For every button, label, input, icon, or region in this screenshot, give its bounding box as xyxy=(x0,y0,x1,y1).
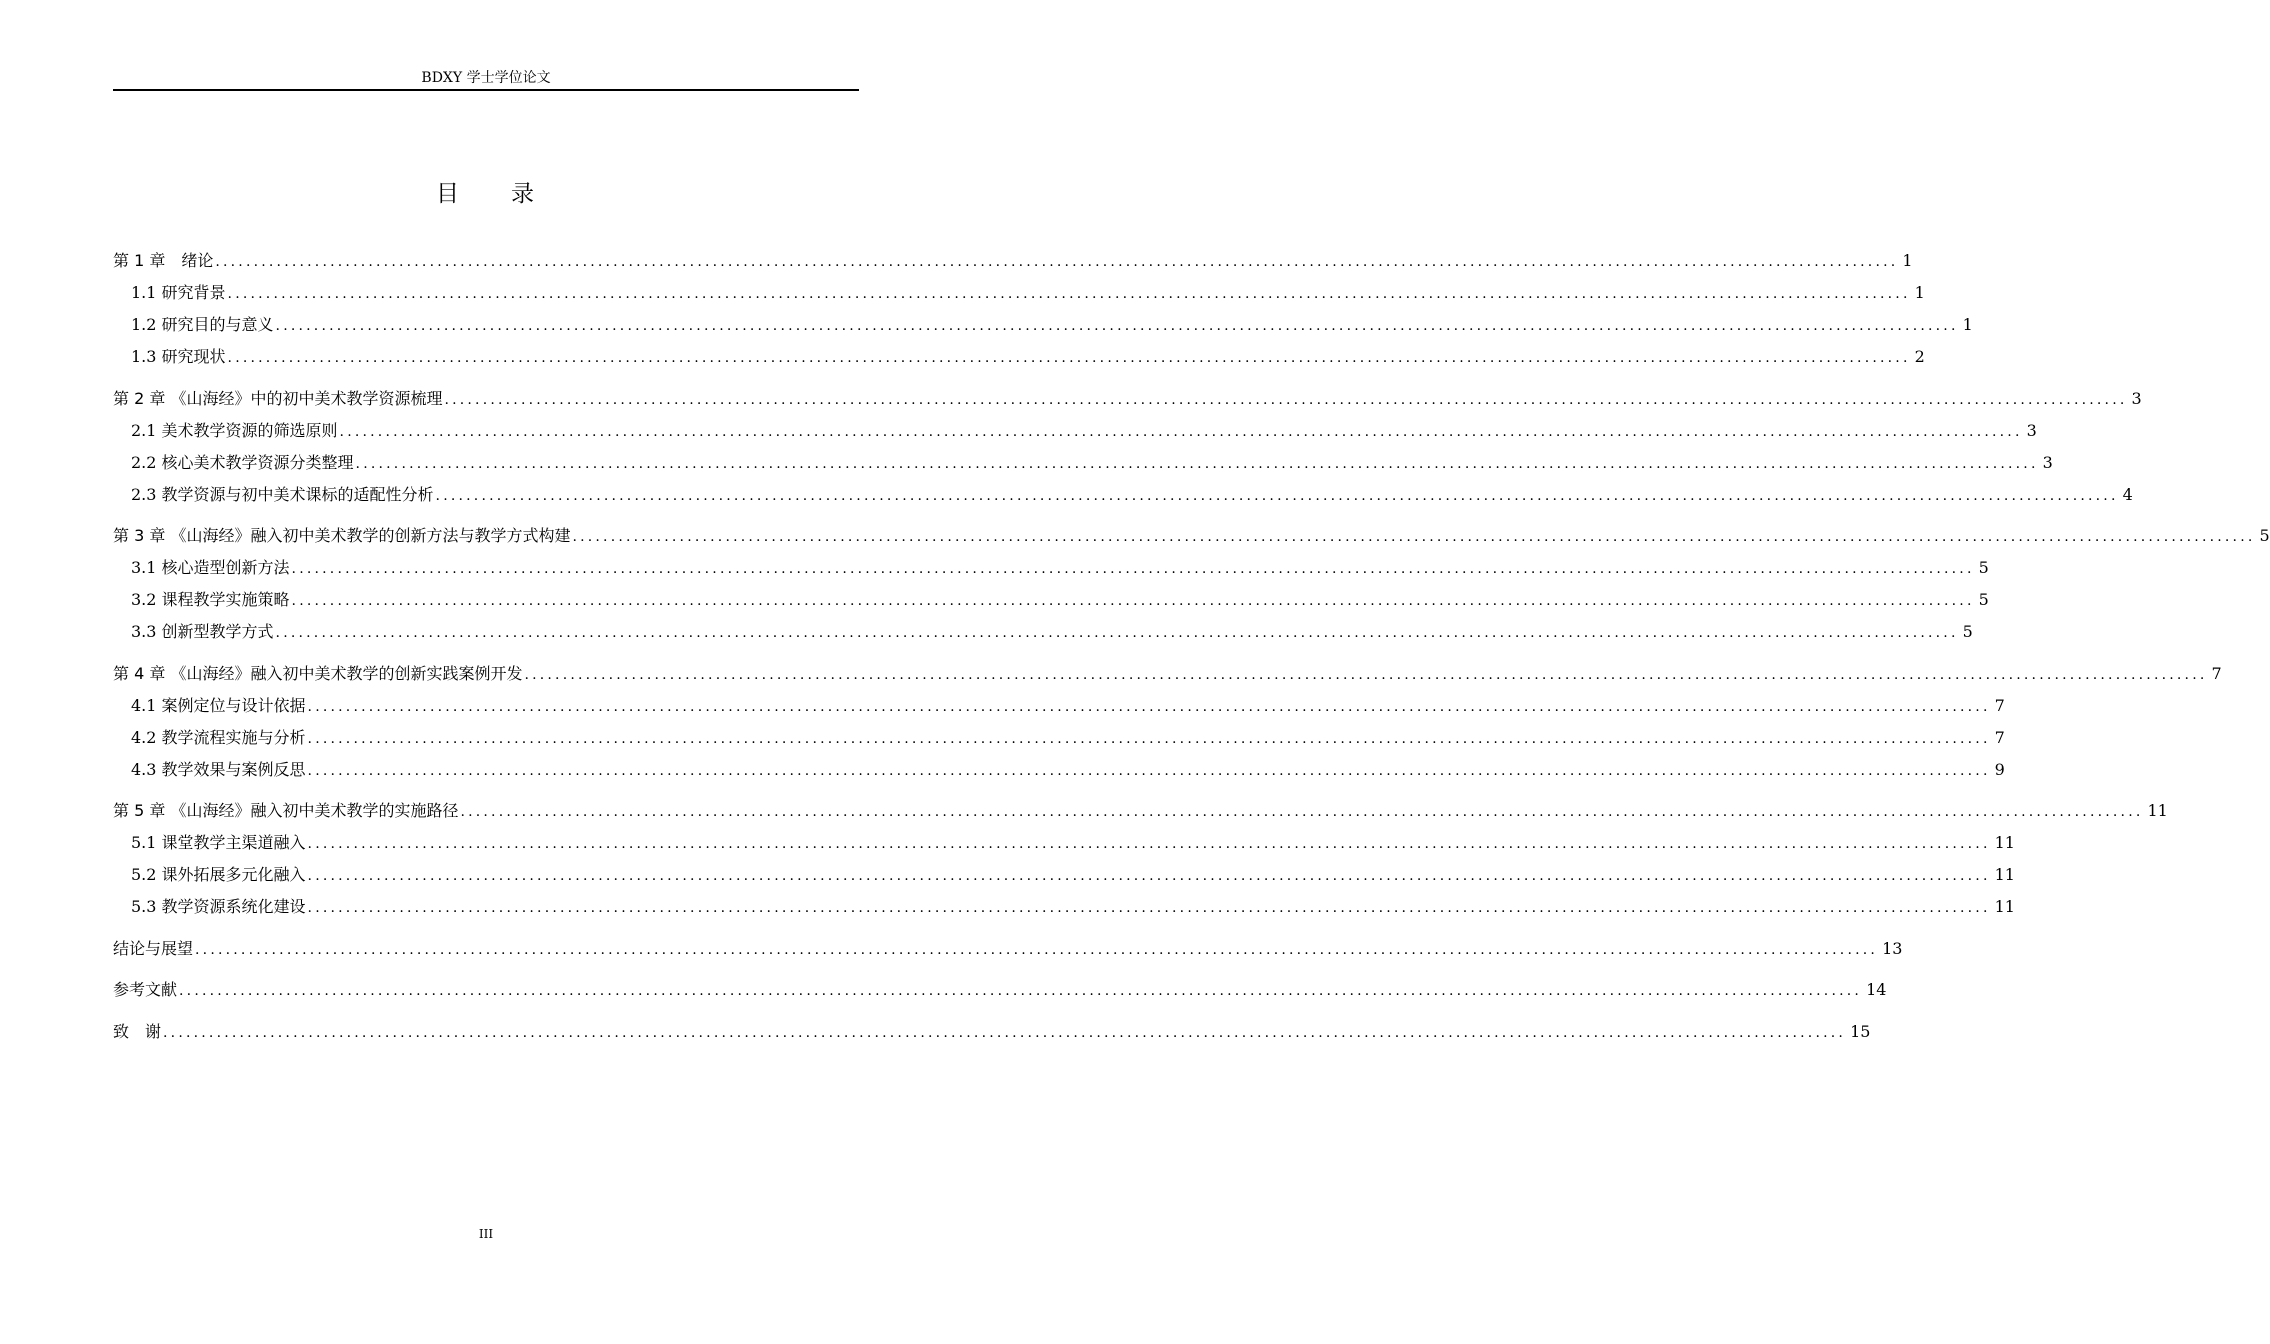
toc-page-number: 3 xyxy=(2131,389,2142,408)
toc-dot-leader: ............................................................................................................................................................................................................................ xyxy=(195,942,1879,958)
running-header: BDXY 学士学位论文 xyxy=(421,70,551,86)
toc-entry-text: 4.3 教学效果与案例反思 xyxy=(131,760,306,779)
toc-page-number: 7 xyxy=(1994,728,2005,747)
toc-entry-text: 5.2 课外拓展多元化融入 xyxy=(131,865,306,884)
toc-entry-text: 第 1 章 绪论 xyxy=(113,251,214,270)
toc-page-number: 5 xyxy=(1962,622,1973,641)
toc-entry-text: 5.1 课堂教学主渠道融入 xyxy=(131,833,306,852)
toc-section-entry[interactable] xyxy=(113,693,2005,719)
toc-entry-text: 1.2 研究目的与意义 xyxy=(131,315,274,334)
toc-entry-text: 第 2 章 《山海经》中的初中美术教学资源梳理 xyxy=(113,389,443,408)
toc-dot-leader: ............................................................................................................................................................................................................................ xyxy=(307,900,1991,916)
toc-dot-leader: ............................................................................................................................................................................................................................ xyxy=(163,1025,1847,1041)
toc-dot-leader: ............................................................................................................................................................................................................................ xyxy=(524,667,2208,683)
toc-section-entry[interactable] xyxy=(113,725,2005,751)
toc-dot-leader: ............................................................................................................................................................................................................................ xyxy=(355,456,2039,472)
toc-entry-text: 第 3 章 《山海经》融入初中美术教学的创新方法与教学方式构建 xyxy=(113,526,571,545)
toc-chapter-entry[interactable] xyxy=(113,798,2168,824)
toc-section-entry[interactable] xyxy=(113,894,2015,920)
toc-entry-text: 3.3 创新型教学方式 xyxy=(131,622,274,641)
toc-page-number: 1 xyxy=(1962,315,1973,334)
toc-dot-leader: ............................................................................................................................................................................................................................ xyxy=(275,625,1959,641)
toc-dot-leader: ............................................................................................................................................................................................................................ xyxy=(307,868,1991,884)
toc-dot-leader: ............................................................................................................................................................................................................................ xyxy=(572,529,2256,545)
toc-page-number: 5 xyxy=(1978,590,1989,609)
toc-section-entry[interactable] xyxy=(113,619,1973,645)
toc-dot-leader: ............................................................................................................................................................................................................................ xyxy=(291,593,1975,609)
toc-section-entry[interactable] xyxy=(113,344,1925,370)
toc-title: 目 录 xyxy=(436,181,536,207)
toc-chapter-entry[interactable] xyxy=(113,386,2142,412)
toc-page-number: 2 xyxy=(1914,347,1925,366)
toc-dot-leader: ............................................................................................................................................................................................................................ xyxy=(339,424,2023,440)
toc-dot-leader: ............................................................................................................................................................................................................................ xyxy=(444,392,2128,408)
toc-page-number: 14 xyxy=(1866,980,1887,999)
toc-page-number: 3 xyxy=(2026,421,2037,440)
toc-dot-leader: ............................................................................................................................................................................................................................ xyxy=(460,804,2144,820)
toc-page-number: 7 xyxy=(2211,664,2222,683)
toc-entry-text: 4.1 案例定位与设计依据 xyxy=(131,696,306,715)
toc-page-number: 4 xyxy=(2122,485,2133,504)
toc-page-number: 13 xyxy=(1882,939,1903,958)
toc-section-entry[interactable] xyxy=(113,418,2037,444)
toc-page-number: 11 xyxy=(1994,833,2015,852)
toc-entry-text: 3.1 核心造型创新方法 xyxy=(131,558,290,577)
toc-entry-text: 1.3 研究现状 xyxy=(131,347,226,366)
toc-page-number: 11 xyxy=(2147,801,2168,820)
toc-dot-leader: ............................................................................................................................................................................................................................ xyxy=(215,254,1899,270)
toc-chapter-entry[interactable] xyxy=(113,977,1887,1003)
toc-entry-text: 结论与展望 xyxy=(113,939,194,958)
toc-page-number: 1 xyxy=(1902,251,1913,270)
toc-dot-leader: ............................................................................................................................................................................................................................ xyxy=(227,286,1911,302)
toc-dot-leader: ............................................................................................................................................................................................................................ xyxy=(435,488,2119,504)
toc-page-number: 7 xyxy=(1994,696,2005,715)
toc-dot-leader: ............................................................................................................................................................................................................................ xyxy=(307,699,1991,715)
toc-entry-text: 2.3 教学资源与初中美术课标的适配性分析 xyxy=(131,485,434,504)
toc-section-entry[interactable] xyxy=(113,482,2133,508)
toc-dot-leader: ............................................................................................................................................................................................................................ xyxy=(291,561,1975,577)
toc-chapter-entry[interactable] xyxy=(113,248,1913,274)
toc-page-number: 15 xyxy=(1850,1022,1871,1041)
toc-entry-text: 3.2 课程教学实施策略 xyxy=(131,590,290,609)
toc-chapter-entry[interactable] xyxy=(113,936,1903,962)
toc-dot-leader: ............................................................................................................................................................................................................................ xyxy=(307,836,1991,852)
header-rule xyxy=(113,89,859,91)
toc-entry-text: 第 4 章 《山海经》融入初中美术教学的创新实践案例开发 xyxy=(113,664,523,683)
toc-chapter-entry[interactable] xyxy=(113,1019,1871,1045)
toc-section-entry[interactable] xyxy=(113,830,2015,856)
toc-page-number: 9 xyxy=(1994,760,2005,779)
toc-dot-leader: ............................................................................................................................................................................................................................ xyxy=(275,318,1959,334)
toc-chapter-entry[interactable] xyxy=(113,661,2222,687)
toc-dot-leader: ............................................................................................................................................................................................................................ xyxy=(307,763,1991,779)
toc-section-entry[interactable] xyxy=(113,587,1989,613)
toc-entry-text: 第 5 章 《山海经》融入初中美术教学的实施路径 xyxy=(113,801,459,820)
toc-section-entry[interactable] xyxy=(113,312,1973,338)
toc-entry-text: 2.2 核心美术教学资源分类整理 xyxy=(131,453,354,472)
page-number: III xyxy=(478,1227,494,1241)
toc-entry-text: 参考文献 xyxy=(113,980,178,999)
toc-page-number: 3 xyxy=(2042,453,2053,472)
toc-page-number: 5 xyxy=(1978,558,1989,577)
toc-section-entry[interactable] xyxy=(113,757,2005,783)
toc-page-number: 1 xyxy=(1914,283,1925,302)
toc-section-entry[interactable] xyxy=(113,555,1989,581)
toc-entry-text: 5.3 教学资源系统化建设 xyxy=(131,897,306,916)
toc-entry-text: 致 谢 xyxy=(113,1022,162,1041)
toc-chapter-entry[interactable] xyxy=(113,523,2270,549)
toc-section-entry[interactable] xyxy=(113,280,1925,306)
toc-section-entry[interactable] xyxy=(113,862,2015,888)
toc-dot-leader: ............................................................................................................................................................................................................................ xyxy=(227,350,1911,366)
toc-page-number: 5 xyxy=(2259,526,2270,545)
toc-page-number: 11 xyxy=(1994,897,2015,916)
toc-dot-leader: ............................................................................................................................................................................................................................ xyxy=(179,983,1863,999)
toc-entry-text: 4.2 教学流程实施与分析 xyxy=(131,728,306,747)
toc-entry-text: 2.1 美术教学资源的筛选原则 xyxy=(131,421,338,440)
toc-dot-leader: ............................................................................................................................................................................................................................ xyxy=(307,731,1991,747)
toc-section-entry[interactable] xyxy=(113,450,2053,476)
toc-page-number: 11 xyxy=(1994,865,2015,884)
toc-entry-text: 1.1 研究背景 xyxy=(131,283,226,302)
